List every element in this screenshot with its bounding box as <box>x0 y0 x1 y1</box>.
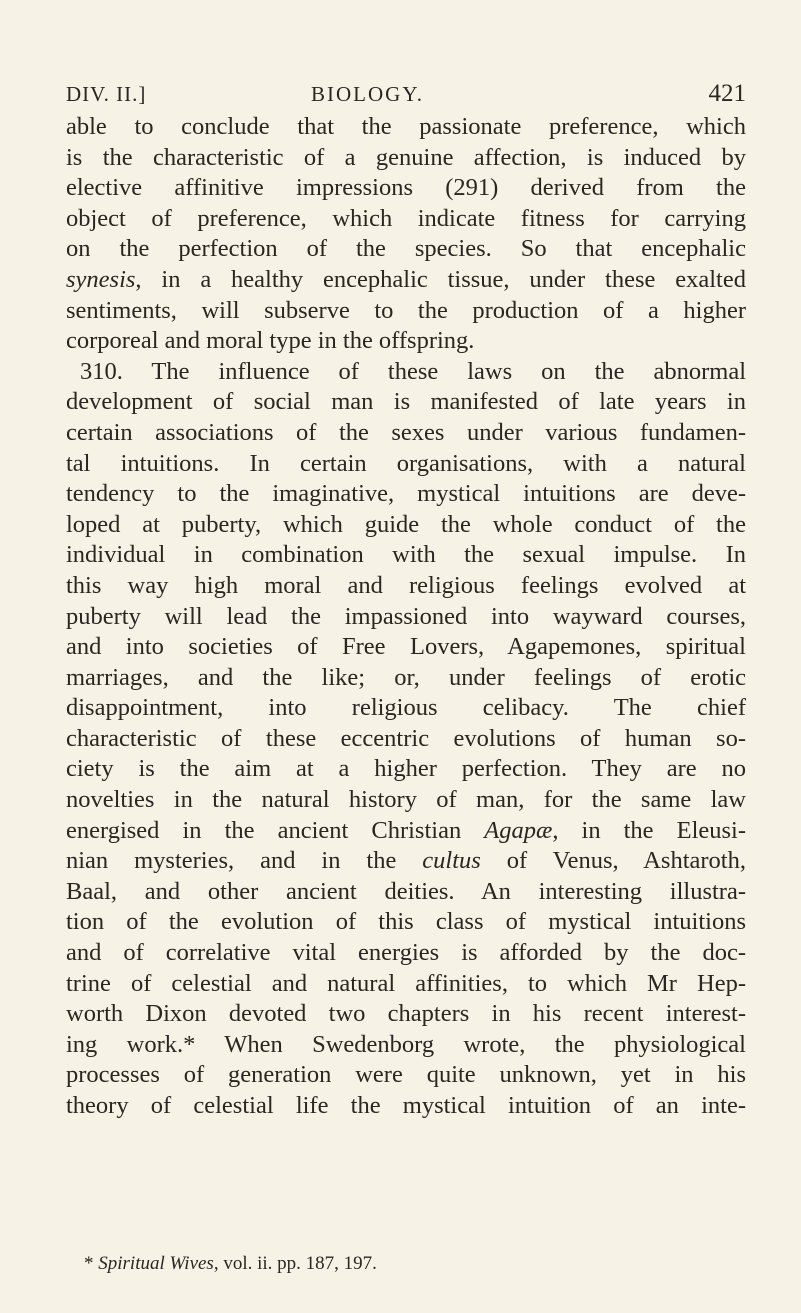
section-title: BIOLOGY. <box>311 82 425 106</box>
text-line: and into societies of Free Lovers, Agapemones, spiritual <box>66 633 746 661</box>
text-line: marriages, and the like; or, under feelings of erotic <box>66 663 746 691</box>
text-line: characteristic of these eccentric evolutions of human so- <box>66 724 746 752</box>
text-line: ing work.* When Swedenborg wrote, the physiological <box>66 1030 746 1058</box>
text-line: tendency to the imaginative, mystical intuitions are deve- <box>66 480 746 508</box>
text-line: worth Dixon devoted two chapters in his recent interest- <box>66 1000 746 1028</box>
text-line: is the characteristic of a genuine affection, is induced by <box>66 143 746 171</box>
body-text <box>66 112 746 1122</box>
text-line: theory of celestial life the mystical intuition of an inte- <box>66 1092 746 1119</box>
text-line: individual in combination with the sexual impulse. In <box>66 541 746 569</box>
text-line: novelties in the natural history of man, for the same law <box>66 786 746 814</box>
text-line: puberty will lead the impassioned into wayward courses, <box>66 602 746 630</box>
text-line: nian mysteries, and in the cultus of Venus, Ashtaroth, <box>66 847 746 875</box>
text-line: elective affinitive impressions (291) derived from the <box>66 174 746 202</box>
text-line: loped at puberty, which guide the whole conduct of the <box>66 510 746 538</box>
text-line: on the perfection of the species. So that encephalic <box>66 235 746 263</box>
text-line: able to conclude that the passionate preference, which <box>66 113 746 140</box>
text-line: synesis, in a healthy encephalic tissue, under these exalted <box>66 265 746 293</box>
footnote: * Spiritual Wives, vol. ii. pp. 187, 197. <box>84 1253 377 1274</box>
text-line: Baal, and other ancient deities. An interesting illustra- <box>66 877 746 905</box>
text-line: disappointment, into religious celibacy. The chief <box>66 694 746 722</box>
text-line: and of correlative vital energies is afforded by the doc- <box>66 939 746 967</box>
running-header <box>66 80 746 110</box>
text-line: tion of the evolution of this class of mystical intuitions <box>66 908 746 936</box>
text-line: energised in the ancient Christian Agapæ, in the Eleusi- <box>66 816 747 844</box>
paragraph-310-start: 310. The influence of these laws on the abnormal <box>80 357 746 385</box>
text-line: trine of celestial and natural affinities, to which Mr Hep- <box>66 969 746 997</box>
division-label: DIV. II.] <box>66 82 147 106</box>
text-line: corporeal and moral type in the offspring. <box>66 327 475 355</box>
text-line: tal intuitions. In certain organisations, with a natural <box>66 449 746 477</box>
page-number: 421 <box>708 80 746 107</box>
text-line: this way high moral and religious feelings evolved at <box>66 571 746 599</box>
text-line: object of preference, which indicate fitness for carrying <box>66 204 746 232</box>
text-line: ciety is the aim at a higher perfection. They are no <box>66 755 746 783</box>
text-line: sentiments, will subserve to the production of a higher <box>66 296 746 324</box>
text-line: processes of generation were quite unknown, yet in his <box>66 1061 746 1089</box>
text-line: certain associations of the sexes under various fundamen- <box>66 418 746 446</box>
text-line: development of social man is manifested of late years in <box>66 388 746 416</box>
